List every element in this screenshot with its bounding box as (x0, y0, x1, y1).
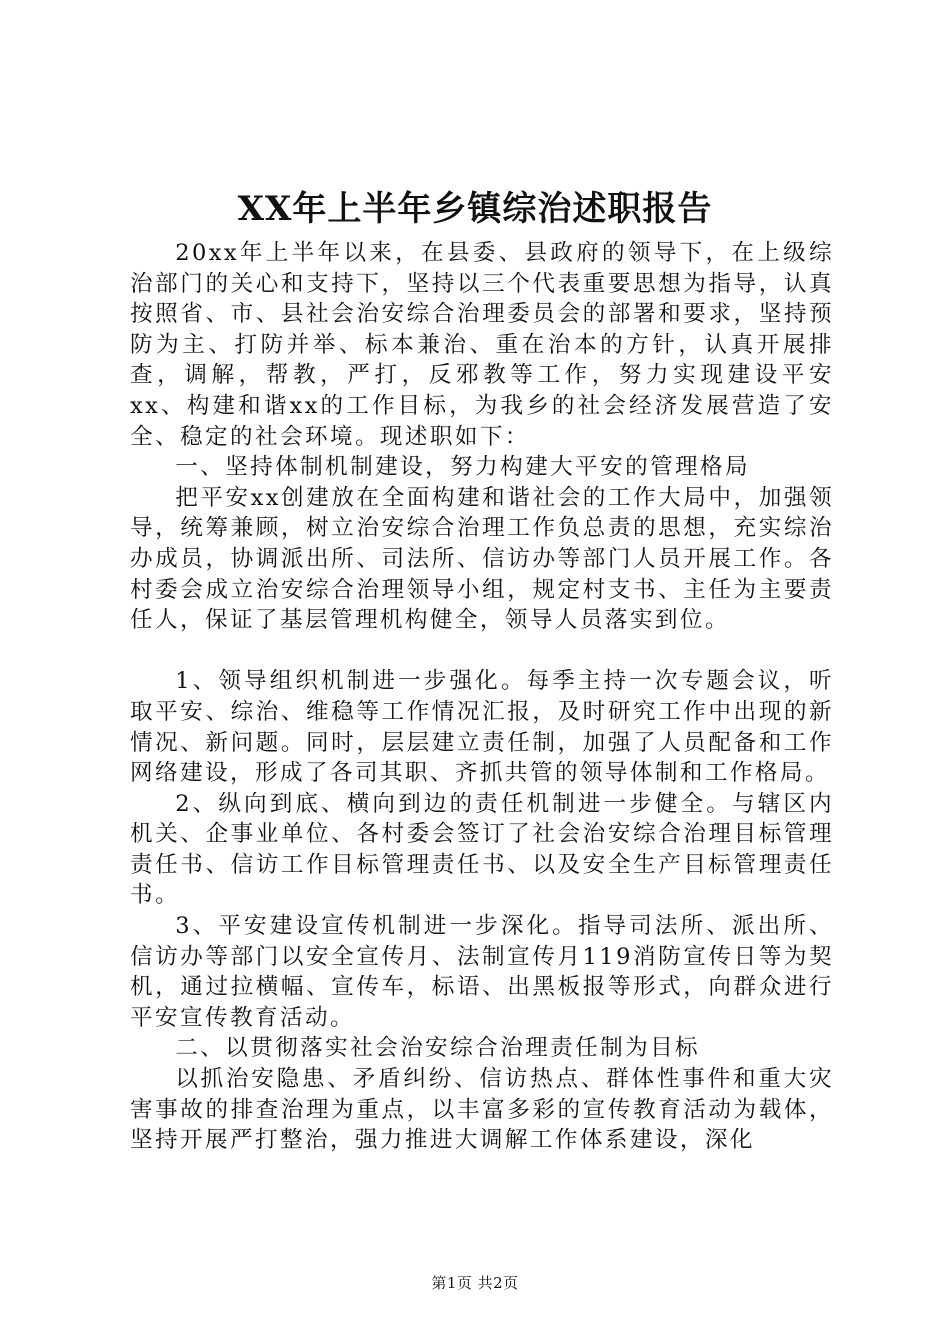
paragraph-item-1: 1、领导组织机制进一步强化。每季主持一次专题会议，听取平安、综治、维稳等工作情况汇报，及时研究工作中出现的新情况、新问题。同时，层层建立责任制，加强了人员配备和工作网络建设，形成了各司其职、齐抓共管的领导体制和工作格局。 (130, 668, 834, 787)
document-body (130, 238, 834, 1156)
section-heading-1: 一、坚持体制机制建设，努力构建大平安的管理格局 (175, 454, 751, 481)
paragraph-intro: 20xx年上半年以来，在县委、县政府的领导下，在上级综治部门的关心和支持下，坚持以三个代表重要思想为指导，认真按照省、市、县社会治安综合治理委员会的部署和要求，坚持预防为主、打防并举、标本兼治、重在治本的方针，认真开展排查，调解，帮教，严打，反邪教等工作，努力实现建设平安xx、构建和谐xx的工作目标，为我乡的社会经济发展营造了安全、稳定的社会环境。现述职如下： (130, 240, 834, 450)
document-title: XX年上半年乡镇综治述职报告 (237, 189, 713, 229)
paragraph-section-2: 以抓治安隐患、矛盾纠纷、信访热点、群体性事件和重大灾害事故的排查治理为重点，以丰富多彩的宣传教育活动为载体，坚持开展严打整治，强力推进大调解工作体系建设，深化 (130, 1066, 834, 1154)
paragraph-item-3: 3、平安建设宣传机制进一步深化。指导司法所、派出所、信访办等部门以安全宣传月、法制宣传月119消防宣传日等为契机，通过拉横幅、宣传车，标语、出黑板报等形式，向群众进行平安宣传教育活动。 (130, 913, 834, 1031)
paragraph-item-2: 2、纵向到底、横向到边的责任机制进一步健全。与辖区内机关、企事业单位、各村委会签订了社会治安综合治理目标管理责任书、信访工作目标管理责任书、以及安全生产目标管理责任书。 (130, 790, 834, 909)
paragraph-section-1: 把平安xx创建放在全面构建和谐社会的工作大局中，加强领导，统筹兼顾，树立治安综合治理工作负总责的思想，充实综治办成员，协调派出所、司法所、信访办等部门人员开展工作。各村委会成立治安综合治理领导小组，规定村支书、主任为主要责任人，保证了基层管理机构健全，领导人员落实到位。 (130, 484, 834, 634)
page-footer: 第1页 共2页 (431, 1274, 519, 1292)
section-heading-2: 二、以贯彻落实社会治安综合治理责任制为目标 (175, 1035, 701, 1062)
